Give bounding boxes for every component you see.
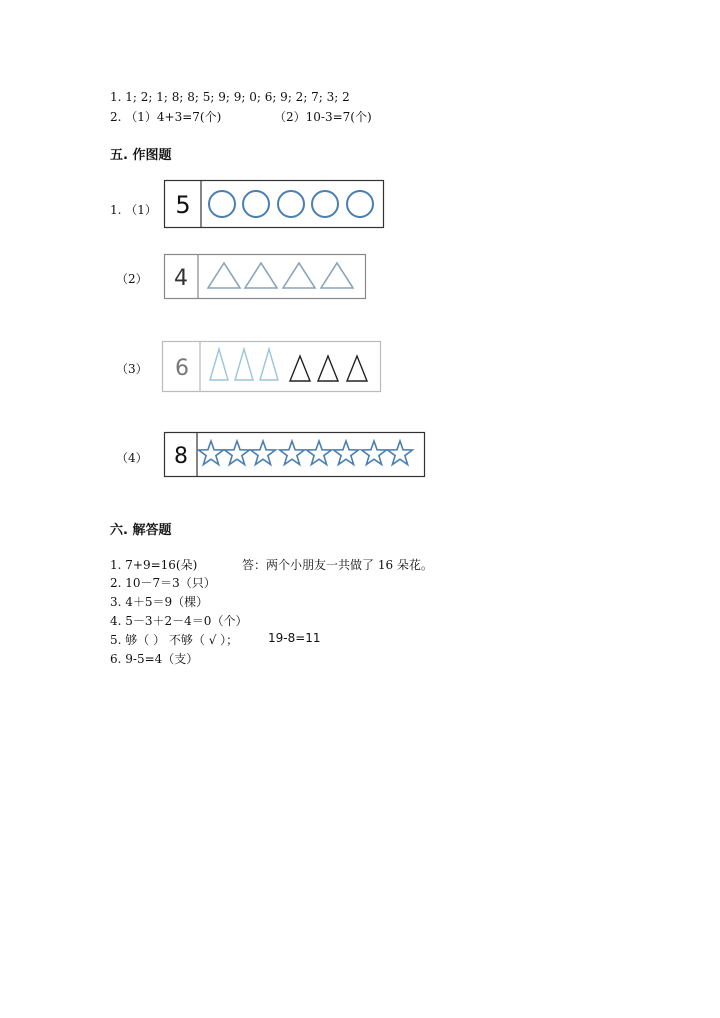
star-icon [362,441,387,465]
circle-icon [209,191,235,217]
star-icon [388,441,413,465]
solution-line-5-calc: 19-8=11 [268,631,321,645]
star-icon [280,441,305,465]
circle-icon [312,191,338,217]
star-icon [307,441,332,465]
solution-line-3: 3. 4＋5＝9（棵） [110,595,209,609]
triangle-icon [208,263,240,288]
star-icon [225,441,250,465]
drawing-item-4-number: 8 [174,444,188,469]
triangle-icon [318,356,338,381]
circle-icon [278,191,304,217]
solution-line-6: 6. 9-5=4（支） [110,652,199,666]
drawing-item-3-box [162,341,382,393]
solution-line-2: 2. 10－7＝3（只） [110,576,216,590]
section5-title: 五. 作图题 [110,148,172,163]
drawing-item-2-number: 4 [174,266,188,291]
triangles-group [210,349,367,381]
drawing-item-4-box [164,432,426,478]
star-icon [334,441,359,465]
answer-line-2a: 2. （1）4+3=7(个) [110,110,222,124]
circle-icon [347,191,373,217]
stars-group [199,441,413,465]
drawing-item-3-number: 6 [175,356,189,381]
drawing-item-1-box [164,180,385,229]
drawing-item-4-label: （4） [116,451,148,465]
solution-line-1-answer: 答：两个小朋友一共做了 16 朵花。 [242,558,433,572]
triangle-icon [245,263,277,288]
drawing-item-2-box [164,254,367,300]
drawing-item-1-number: 5 [175,191,191,219]
drawing-item-3-label: （3） [116,362,148,376]
circle-icon [243,191,269,217]
solution-line-4: 4. 5－3＋2－4＝0（个） [110,614,248,628]
triangle-icon [321,263,353,288]
triangle-icon [290,356,310,381]
star-icon [199,441,224,465]
triangle-icon [260,349,278,380]
triangles-group [208,263,353,288]
triangle-icon [283,263,315,288]
triangle-icon [235,349,253,380]
answer-line-1: 1. 1; 2; 1; 8; 8; 5; 9; 9; 0; 6; 9; 2; 7; 3; 2 [110,90,350,104]
section6-title: 六. 解答题 [110,523,172,538]
drawing-item-1-label: 1. （1） [110,203,157,217]
circles-group [209,191,373,217]
solution-line-1: 1. 7+9=16(朵) [110,558,198,572]
triangle-icon [347,356,367,381]
triangle-icon [210,349,228,380]
answer-line-2b: （2）10-3=7(个) [274,110,372,124]
star-icon [251,441,276,465]
drawing-item-2-label: （2） [116,272,148,286]
solution-line-5: 5. 够（ ） 不够（ √ ）； [110,633,239,647]
